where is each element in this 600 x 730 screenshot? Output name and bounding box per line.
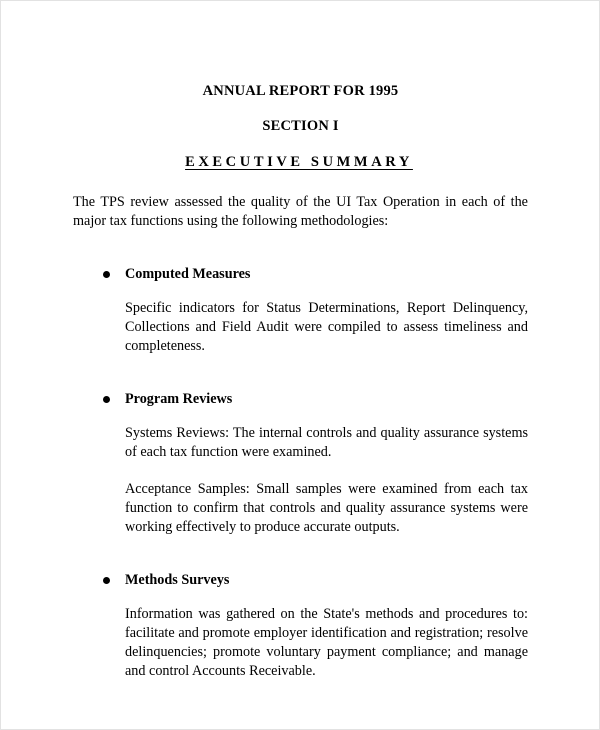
bullet-heading-label: Program Reviews — [125, 391, 233, 407]
bullet-section-program-reviews — [73, 356, 528, 537]
bullet-point-icon — [103, 396, 110, 403]
bullet-heading-label: Methods Surveys — [125, 572, 230, 588]
bullet-paragraph: Acceptance Samples: Small samples were examined from each tax function to confirm that controls and quality assurance systems were working effectively to produce accurate outputs. — [125, 481, 528, 535]
bullet-point-icon — [103, 271, 110, 278]
bullet-section-methods-surveys — [73, 537, 528, 681]
document-body — [73, 1, 528, 681]
document-subtitle — [73, 135, 528, 171]
section-label: SECTION I — [262, 118, 339, 134]
bullet-paragraph: Information was gathered on the State's methods and procedures to: facilitate and promote employer identification and registration; resolve delinquencies; promote voluntary payment compliance; and manage and control Accounts Receivable. — [125, 606, 528, 679]
bullet-heading — [73, 571, 528, 590]
page-title: ANNUAL REPORT FOR 1995 — [202, 83, 399, 99]
bullet-point-icon — [103, 577, 110, 584]
bullet-heading — [73, 265, 528, 284]
intro-paragraph: The TPS review assessed the quality of the UI Tax Operation in each of the major tax functions using the following methodologies: — [73, 194, 528, 229]
bullet-section-computed-measures — [73, 231, 528, 356]
bullet-paragraph: Specific indicators for Status Determinations, Report Delinquency, Collections and Field Audit were compiled to assess timeliness and completeness. — [125, 300, 528, 354]
bullet-heading — [73, 390, 528, 409]
bullet-paragraph: Systems Reviews: The internal controls and quality assurance systems of each tax function were examined. — [125, 425, 528, 460]
document-subtitle-text: EXECUTIVE SUMMARY — [185, 154, 413, 170]
bullet-heading-label: Computed Measures — [125, 266, 251, 282]
